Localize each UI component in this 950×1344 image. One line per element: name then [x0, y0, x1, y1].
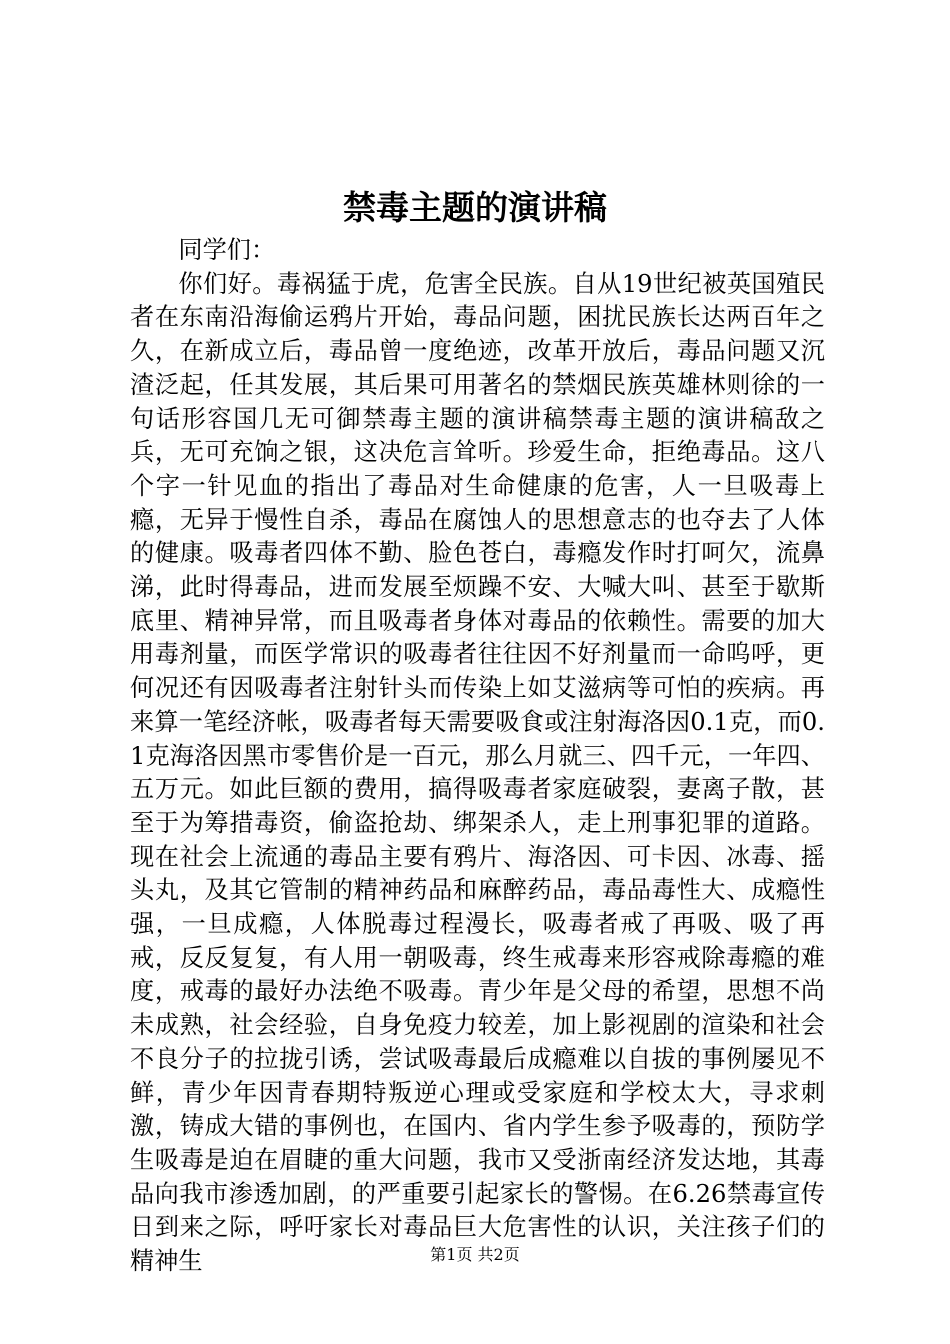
document-body: [130, 234, 825, 1279]
document-title: 禁毒主题的演讲稿: [343, 188, 607, 227]
salutation: 同学们：: [178, 236, 276, 264]
body-paragraph: 你们好。毒祸猛于虎，危害全民族。自从19世纪被英国殖民者在东南沿海偷运鸦片开始，毒品问题，困扰民族长达两百年之久，在新成立后，毒品曾一度绝迹，改革开放后，毒品问题又沉渣泛起，任其发展，其后果可用著名的禁烟民族英雄林则徐的一句话形容国几无可御禁毒主题的演讲稿禁毒主题的演讲稿敌之兵，无可充饷之银，这决危言耸听。珍爱生命，拒绝毒品。这八个字一针见血的指出了毒品对生命健康的危害，人一旦吸毒上瘾，无异于慢性自杀，毒品在腐蚀人的思想意志的也夺去了人体的健康。吸毒者四体不勤、脸色苍白，毒瘾发作时打呵欠，流鼻涕，此时得毒品，进而发展至烦躁不安、大喊大叫、甚至于歇斯底里、精神异常，而且吸毒者身体对毒品的依赖性。需要的加大用毒剂量，而医学常识的吸毒者往往因不好剂量而一命呜呼，更何况还有因吸毒者注射针头而传染上如艾滋病等可怕的疾病。再来算一笔经济帐，吸毒者每天需要吸食或注射海洛因0.1克，而0.1克海洛因黑市零售价是一百元，那么月就三、四千元，一年四、五万元。如此巨额的费用，搞得吸毒者家庭破裂，妻离子散，甚至于为筹措毒资，偷盗抢劫、绑架杀人，走上刑事犯罪的道路。现在社会上流通的毒品主要有鸦片、海洛因、可卡因、冰毒、摇头丸，及其它管制的精神药品和麻醉药品，毒品毒性大、成瘾性强，一旦成瘾，人体脱毒过程漫长，吸毒者戒了再吸、吸了再戒，反反复复，有人用一朝吸毒，终生戒毒来形容戒除毒瘾的难度，戒毒的最好办法绝不吸毒。青少年是父母的希望，思想不尚未成熟，社会经验，自身免疫力较差，加上影视剧的渲染和社会不良分子的拉拢引诱，尝试吸毒最后成瘾难以自拔的事例屡见不鲜，青少年因青春期特叛逆心理或受家庭和学校太大，寻求刺激，铸成大错的事例也，在国内、省内学生参予吸毒的，预防学生吸毒是迫在眉睫的重大问题，我市又受浙南经济发达地，其毒品向我市渗透加剧，的严重要引起家长的警惕。在6.26禁毒宣传日到来之际，呼吁家长对毒品巨大危害性的认识，关注孩子们的精神生: [130, 269, 825, 1276]
page-number-footer: 第1页 共2页: [430, 1245, 520, 1264]
